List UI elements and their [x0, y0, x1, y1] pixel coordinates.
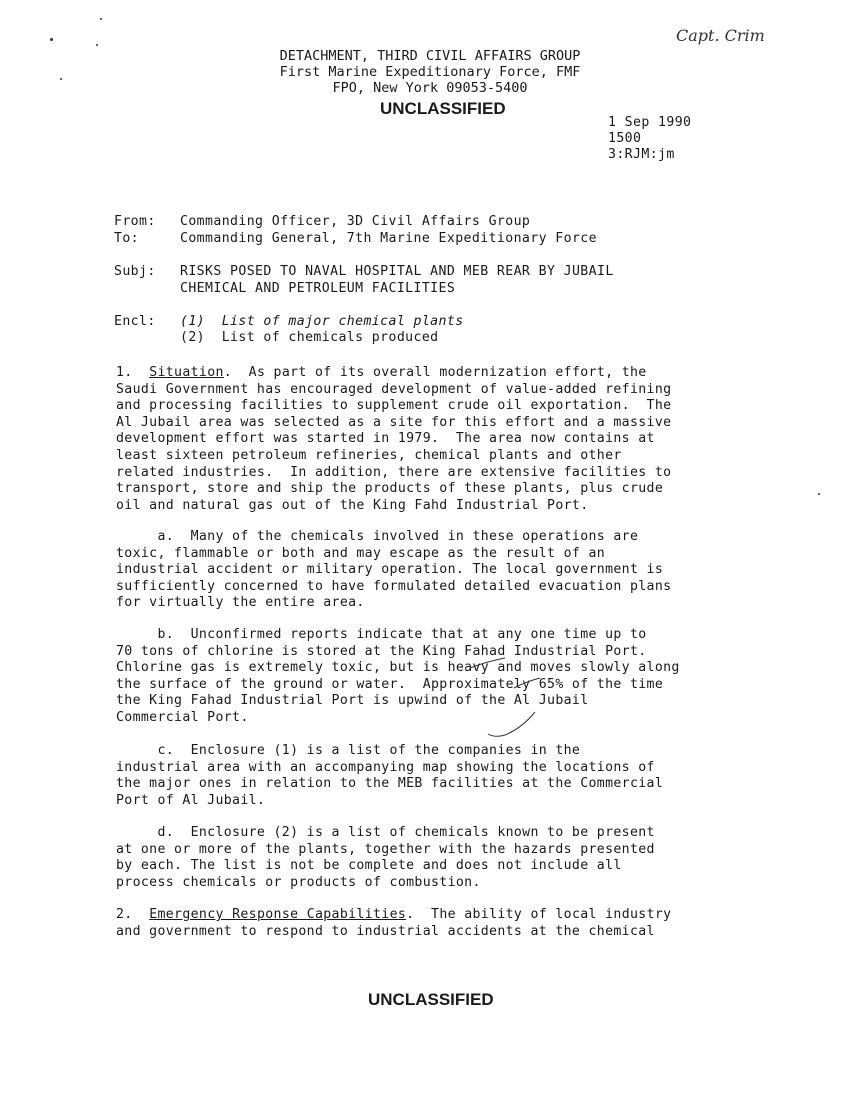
section-2-lead: . The ability of local industry — [406, 907, 672, 922]
scan-speck — [100, 18, 102, 20]
section-1-heading: Situation — [149, 365, 224, 380]
header-unit: DETACHMENT, THIRD CIVIL AFFAIRS GROUP — [279, 48, 581, 64]
from-label: From: — [114, 214, 156, 229]
memo-date: 1 Sep 1990 — [608, 115, 692, 130]
scan-speck — [96, 44, 98, 46]
section-1d: d. Enclosure (2) is a list of chemicals known to be present at one or more of the plants, together with the hazards presented by each. The list is not be complete and does not include all process chemicals or products of combustion. — [116, 825, 655, 890]
section-1b: b. Unconfirmed reports indicate that at any one time up to 70 tons of chlorine is stored at the King Fahad Industrial Port. Chlorine gas is extremely toxic, but is heavy and moves slowly along the surface of the ground or water. Approximately 65% of the time the King Fahad Industrial Port is upwind of the Al Jubail Commercial Port. — [116, 627, 680, 725]
section-2-first-line — [116, 907, 806, 924]
header-address: FPO, New York 09053-5400 — [332, 80, 528, 96]
memo-time: 1500 — [608, 131, 642, 146]
memo-reference: 3:RJM:jm — [608, 147, 675, 162]
section-1-lead: . As part of its overall modernization effort, the — [223, 365, 647, 380]
subject-label: Subj: — [114, 264, 156, 279]
section-1a: a. Many of the chemicals involved in these operations are toxic, flammable or both and may escape as the result of an industrial accident or military operation. The local government is sufficiently concerned to have formulated detailed evacuation plans for virtually the entire area. — [116, 529, 672, 611]
section-1-body: Saudi Government has encouraged development of value-added refining and processing facilities to supplement crude oil exportation. The Al Jubail area was selected as a site for this effort and a massive development effort was started in 1979. The area now contains at least sixteen petroleum refineries, chemical plants and other related industries. In addition, there are extensive facilities to transport, store and ship the products of these plants, plus crude oil and natural gas out of the King Fahd Industrial Port. — [116, 381, 672, 513]
section-2-line-2: and government to respond to industrial accidents at the chemical — [116, 923, 655, 939]
handwritten-note: Capt. Crim — [676, 26, 765, 45]
from-value: Commanding Officer, 3D Civil Affairs Group — [180, 214, 531, 229]
classification-top: UNCLASSIFIED — [380, 99, 506, 118]
enclosure-2: (2) List of chemicals produced — [180, 330, 439, 345]
classification-bottom: UNCLASSIFIED — [368, 990, 494, 1009]
to-label: To: — [114, 231, 140, 246]
subject-line-1: RISKS POSED TO NAVAL HOSPITAL AND MEB REAR BY JUBAIL — [180, 264, 614, 279]
enclosure-1: (1) List of major chemical plants — [180, 314, 464, 329]
subject-line-2: CHEMICAL AND PETROLEUM FACILITIES — [180, 281, 456, 296]
scan-speck — [818, 493, 820, 495]
section-1-number: 1. — [116, 365, 133, 380]
section-1-first-line — [116, 365, 806, 382]
scan-speck — [60, 78, 62, 80]
section-1c: c. Enclosure (1) is a list of the companies in the industrial area with an accompanying map showing the locations of the major ones in relation to the MEB facilities at the Commercial Port of Al Jubail. — [116, 743, 664, 808]
section-2-number: 2. — [116, 907, 133, 922]
to-value: Commanding General, 7th Marine Expeditionary Force — [180, 231, 597, 246]
scan-speck — [50, 38, 53, 41]
section-2-heading: Emergency Response Capabilities — [149, 907, 407, 922]
enclosure-label: Encl: — [114, 314, 156, 329]
header-command: First Marine Expeditionary Force, FMF — [279, 64, 581, 80]
